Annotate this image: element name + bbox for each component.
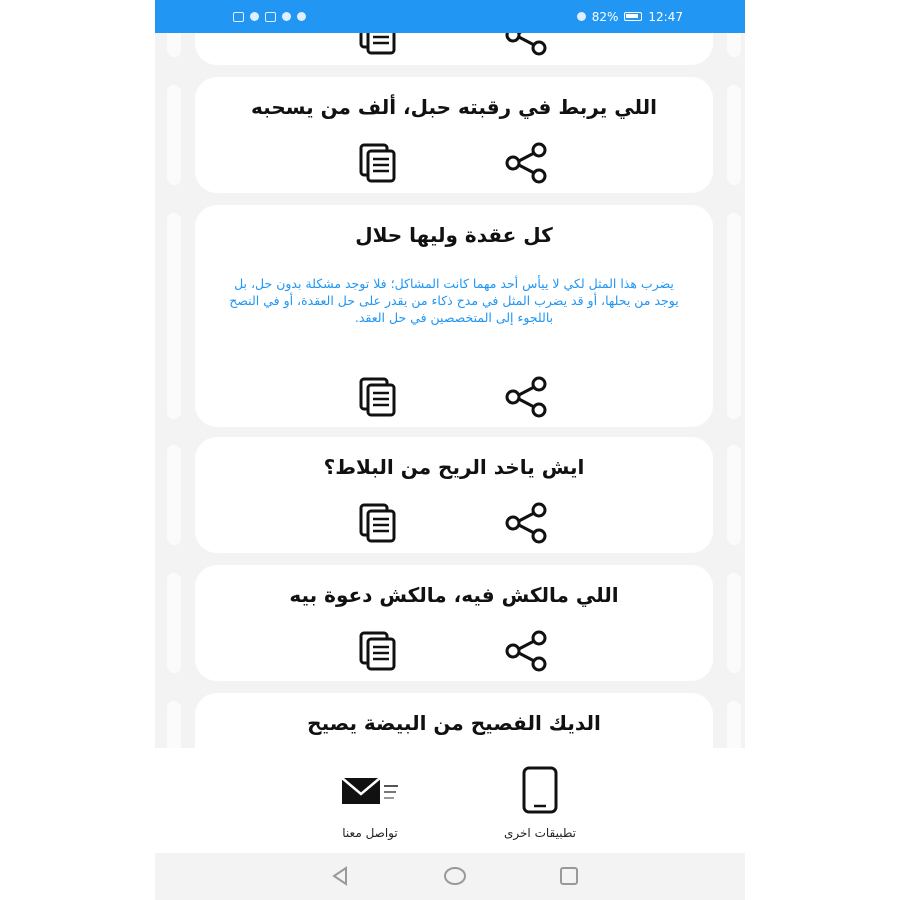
share-icon[interactable] bbox=[501, 141, 551, 185]
battery-icon bbox=[624, 12, 642, 21]
proverb-card bbox=[195, 565, 713, 681]
share-icon[interactable] bbox=[501, 33, 551, 57]
proverb-title: كل عقدة وليها حلال bbox=[355, 223, 553, 247]
copy-icon[interactable] bbox=[353, 501, 403, 545]
proverb-card bbox=[195, 77, 713, 193]
copy-icon[interactable] bbox=[353, 141, 403, 185]
phone-icon bbox=[520, 766, 560, 814]
proverb-description: يضرب هذا المثل لكي لا ييأس أحد مهما كانت المشاكل؛ فلا توجد مشكلة بدون حل، بل يوجد من يحلها، أو قد يضرب المثل في مدح ذكاء من يقدر على حل العقدة، أو في النصح باللجوء إلى المتخصصين في حل العقد. bbox=[229, 276, 679, 325]
contact-us-button[interactable] bbox=[310, 766, 430, 840]
mail-icon bbox=[334, 766, 406, 814]
other-apps-button[interactable] bbox=[480, 766, 600, 840]
copy-icon[interactable] bbox=[353, 33, 403, 57]
proverb-title: اللي مالكش فيه، مالكش دعوة بيه bbox=[289, 583, 619, 607]
status-left-icons bbox=[233, 12, 306, 22]
shield-icon bbox=[265, 12, 276, 22]
proverb-title: ايش ياخد الريح من البلاط؟ bbox=[323, 455, 585, 479]
contact-label: تواصل معنا bbox=[342, 826, 398, 840]
card-actions bbox=[195, 33, 713, 57]
status-bar bbox=[155, 0, 745, 33]
system-nav-bar bbox=[155, 853, 745, 900]
eye-icon bbox=[577, 12, 586, 21]
notification-icon bbox=[233, 12, 244, 22]
share-icon[interactable] bbox=[501, 501, 551, 545]
battery-percent: 82% bbox=[591, 9, 619, 24]
wifi-icon bbox=[250, 12, 259, 21]
card-actions bbox=[195, 501, 713, 545]
proverb-card bbox=[195, 33, 713, 65]
share-icon[interactable] bbox=[501, 629, 551, 673]
proverb-card bbox=[195, 437, 713, 553]
recents-icon[interactable] bbox=[558, 865, 580, 887]
bottom-nav bbox=[155, 748, 745, 853]
signal-icon bbox=[297, 12, 306, 21]
copy-icon[interactable] bbox=[353, 375, 403, 419]
proverb-card bbox=[195, 205, 713, 427]
other-apps-label: تطبيقات اخرى bbox=[503, 826, 577, 840]
proverb-title: اللي يربط في رقبته حبل، ألف من يسحبه bbox=[251, 95, 657, 119]
card-actions bbox=[195, 629, 713, 673]
clock: 12:47 bbox=[648, 9, 683, 24]
home-icon[interactable] bbox=[443, 865, 467, 887]
card-actions bbox=[195, 141, 713, 185]
proverbs-list[interactable] bbox=[155, 33, 745, 748]
proverb-title: الديك الفصيح من البيضة يصيح bbox=[307, 711, 601, 735]
app-screen bbox=[155, 0, 745, 900]
back-icon[interactable] bbox=[329, 865, 351, 887]
status-right-icons bbox=[577, 10, 683, 24]
card-actions bbox=[195, 375, 713, 419]
location-icon bbox=[282, 12, 291, 21]
share-icon[interactable] bbox=[501, 375, 551, 419]
copy-icon[interactable] bbox=[353, 629, 403, 673]
proverb-card bbox=[195, 693, 713, 748]
